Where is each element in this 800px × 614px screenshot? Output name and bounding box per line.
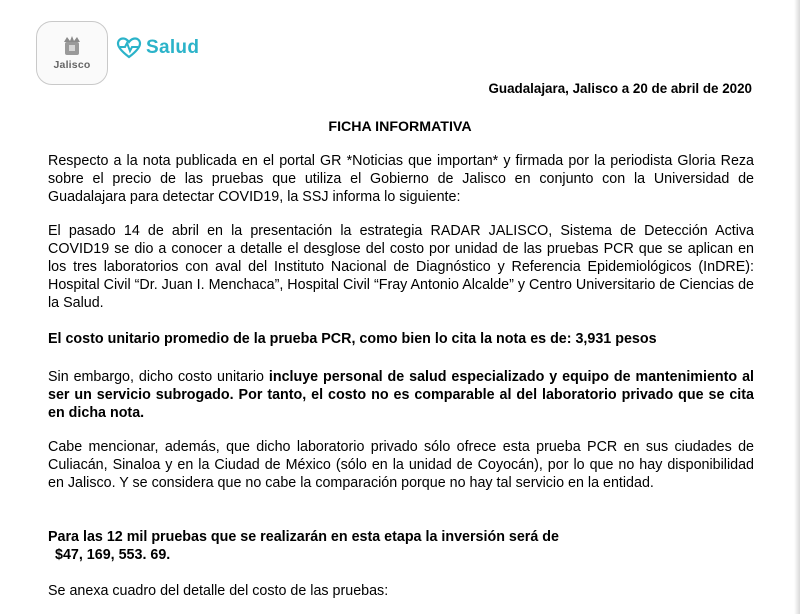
page-edge-shadow bbox=[794, 0, 800, 614]
paragraph-radar-jalisco: El pasado 14 de abril en la presentación la estrategia RADAR JALISCO, Sistema de Detección Activa COVID19 se dio a conocer a detalle el desglose del costo por unidad de las pruebas PCR que se aplican en los tres laboratorios con aval del Instituto Nacional de Diagnóstico y Referencia Epidemiológicos (InDRE): Hospital Civil “Dr. Juan I. Menchaca”, Hospital Civil “Fray Antonio Alcalde” y Centro Universitario de Ciencias de la Salud. bbox=[48, 223, 754, 311]
paragraph-cost-explanation bbox=[48, 368, 754, 422]
cost-explanation-text: Sin embargo, dicho costo unitario bbox=[48, 369, 269, 385]
paragraph-investment bbox=[48, 528, 754, 564]
investment-text: Para las 12 mil pruebas que se realizarán en esta etapa la inversión será de bbox=[48, 529, 559, 545]
jalisco-logo-text: Jalisco bbox=[53, 59, 91, 71]
document-title: FICHA INFORMATIVA bbox=[328, 119, 472, 135]
salud-logo bbox=[116, 37, 199, 59]
jalisco-logo bbox=[36, 21, 108, 85]
investment-amount: $47, 169, 553. 69. bbox=[55, 547, 171, 563]
paragraph-intro: Respecto a la nota publicada en el portal GR *Noticias que importan* y firmada por la periodista Gloria Reza sobre el precio de las pruebas que utiliza el Gobierno de Jalisco en conjunto con la Universidad de Guadalajara para detectar COVID19, la SSJ informa lo siguiente: bbox=[48, 153, 754, 205]
cost-explanation-bold-text: incluye personal de salud especializado y equipo de mantenimiento al ser un servicio subrogado. Por tanto, el costo no es comparable al del laboratorio privado que se cita en dicha nota. bbox=[48, 369, 754, 421]
document-header bbox=[36, 18, 199, 88]
document-date: Guadalajara, Jalisco a 20 de abril de 2020 bbox=[488, 81, 752, 96]
jalisco-crest-icon bbox=[60, 35, 84, 57]
paragraph-annex: Se anexa cuadro del detalle del costo de las pruebas: bbox=[48, 583, 389, 599]
salud-logo-text: Salud bbox=[146, 37, 200, 58]
salud-pulse-icon bbox=[116, 37, 142, 59]
paragraph-private-lab: Cabe mencionar, además, que dicho laboratorio privado sólo ofrece esta prueba PCR en sus ciudades de Culiacán, Sinaloa y en la Ciudad de México (sólo en la unidad de Coyocán), por lo que no hay disponibilidad en Jalisco. Y se considera que no cabe la comparación porque no hay tal servicio en la entidad. bbox=[48, 439, 754, 491]
paragraph-unit-cost: El costo unitario promedio de la prueba PCR, como bien lo cita la nota es de: 3,931 pesos bbox=[48, 331, 657, 347]
